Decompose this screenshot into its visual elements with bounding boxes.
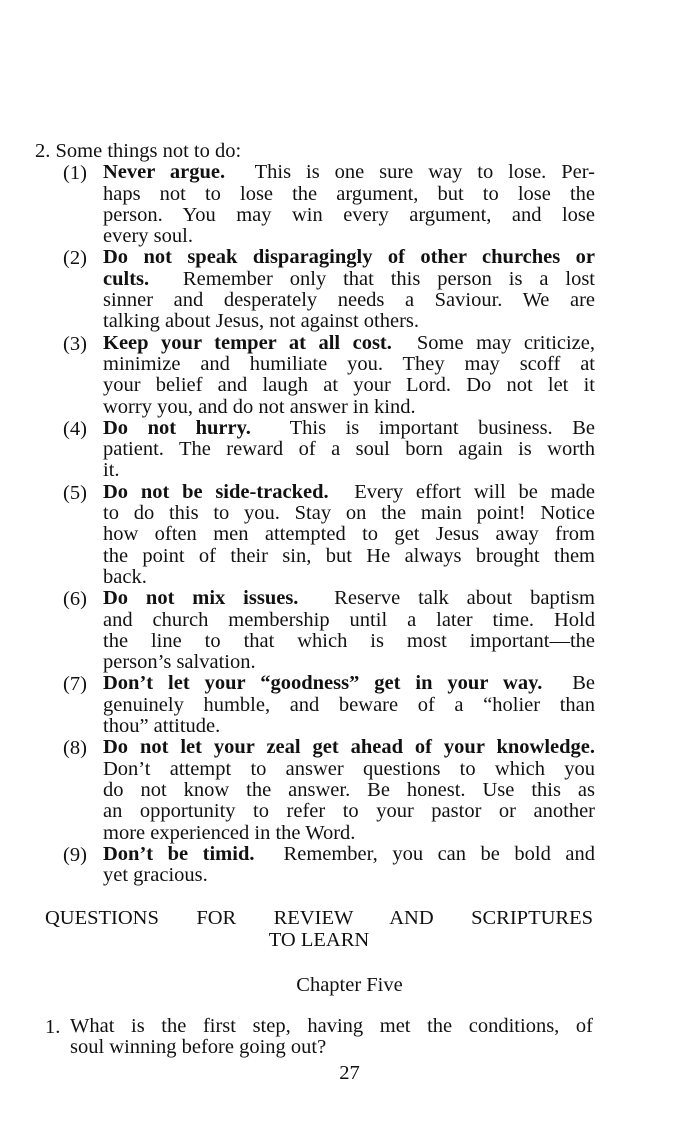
question-line: soul winning before going out?	[70, 1036, 327, 1059]
item-text: Remember only that this person is a lost	[182, 268, 595, 290]
text-line	[103, 631, 595, 652]
text-line	[103, 844, 595, 865]
text-line	[103, 567, 595, 588]
text-line	[103, 759, 595, 780]
item-rule: Do not be side-tracked.	[103, 481, 329, 503]
item-number: (1)	[63, 162, 87, 185]
item-rule: Do not speak disparagingly of other churches or	[103, 247, 595, 269]
list-item	[35, 673, 595, 737]
question-item	[45, 1016, 593, 1059]
item-text: how often men attempted to get Jesus away from	[103, 524, 595, 546]
section-heading	[35, 141, 595, 162]
text-line	[103, 823, 595, 844]
item-number: (7)	[63, 673, 87, 696]
review-heading	[45, 907, 593, 951]
text-line	[103, 375, 595, 396]
list-item	[35, 737, 595, 843]
page-number: 27	[339, 1062, 360, 1084]
item-text: Be	[572, 673, 595, 695]
text-line	[103, 354, 595, 375]
chapter-title: Chapter Five	[296, 974, 403, 996]
item-text: yet gracious.	[103, 864, 208, 887]
list-item	[35, 247, 595, 332]
section-number: 2.	[35, 140, 51, 162]
item-text: back.	[103, 565, 147, 588]
item-number: (5)	[63, 481, 87, 504]
item-text: This is one sure way to lose. Per-	[254, 162, 595, 184]
text-line	[103, 716, 595, 737]
item-text: Reserve talk about baptism	[334, 588, 595, 610]
text-line	[103, 460, 595, 481]
text-line	[103, 780, 595, 801]
item-text: Don’t attempt to answer questions to which you	[103, 758, 595, 780]
item-text: and church membership until a later time. Hold	[103, 609, 595, 631]
item-rule: Do not mix issues.	[103, 588, 299, 610]
text-line	[103, 439, 595, 460]
list-item	[35, 588, 595, 673]
text-line	[103, 162, 595, 183]
text-line	[103, 290, 595, 311]
item-text: cults.	[103, 268, 150, 290]
item-text: to do this to you. Stay on the main point! Notice	[103, 503, 595, 525]
text-line	[103, 588, 595, 609]
item-text: person’s salvation.	[103, 651, 256, 674]
item-text: it.	[103, 459, 120, 482]
item-text: an opportunity to refer to your pastor or another	[103, 801, 595, 823]
text-line	[103, 695, 595, 716]
text-line	[103, 269, 595, 290]
item-rule: Don’t be timid.	[103, 843, 255, 865]
item-text: talking about Jesus, not against others.	[103, 310, 419, 333]
text-line	[103, 482, 595, 503]
text-line	[103, 333, 595, 354]
item-number: (9)	[63, 843, 87, 866]
item-text: person. You may win every argument, and lose	[103, 204, 595, 226]
item-text: minimize and humiliate you. They may scoff at	[103, 353, 595, 375]
text-line	[103, 524, 595, 545]
item-rule: Don’t let your “goodness” get in your way.	[103, 673, 543, 695]
item-text: your belief and laugh at your Lord. Do not let it	[103, 375, 595, 397]
question-number: 1.	[45, 1016, 61, 1038]
item-text: haps not to lose the argument, but to lose the	[103, 183, 595, 205]
text-line	[103, 652, 595, 673]
item-rule: Keep your temper at all cost.	[103, 332, 392, 354]
item-text: do not know the answer. Be honest. Use this as	[103, 779, 595, 801]
item-text: more experienced in the Word.	[103, 821, 356, 844]
list-item	[35, 482, 595, 588]
item-number: (2)	[63, 247, 87, 270]
item-text: thou” attitude.	[103, 715, 221, 738]
item-text: Every effort will be made	[354, 481, 595, 503]
text-line	[103, 247, 595, 268]
text-line	[103, 737, 595, 758]
item-text: the line to that which is most important—the	[103, 630, 595, 652]
item-text: genuinely humble, and beware of a “holier than	[103, 694, 595, 716]
item-text: This is important business. Be	[289, 417, 595, 439]
item-number: (4)	[63, 417, 87, 440]
list-item	[35, 418, 595, 482]
item-rule: Do not hurry.	[103, 417, 251, 439]
item-number: (6)	[63, 588, 87, 611]
rules-list	[35, 162, 595, 886]
text-line	[103, 397, 595, 418]
text-line	[103, 610, 595, 631]
text-line	[103, 311, 595, 332]
item-rule: Do not let your zeal get ahead of your knowledge.	[103, 737, 595, 759]
list-item	[35, 333, 595, 418]
text-line	[103, 226, 595, 247]
item-text: every soul.	[103, 225, 193, 248]
list-item	[35, 844, 595, 887]
item-text: sinner and desperately needs a Saviour. We are	[103, 290, 595, 312]
item-text: the point of their sin, but He always brought them	[103, 545, 595, 567]
section-title: Some things not to do:	[55, 140, 242, 162]
text-line	[103, 418, 595, 439]
review-heading-line1: QUESTIONS FOR REVIEW AND SCRIPTURES	[45, 907, 593, 929]
item-text: patient. The reward of a soul born again is worth	[103, 439, 595, 461]
text-line	[103, 546, 595, 567]
text-line	[103, 205, 595, 226]
item-text: worry you, and do not answer in kind.	[103, 395, 416, 418]
text-line	[103, 865, 595, 886]
text-line	[103, 503, 595, 524]
item-rule: Never argue.	[103, 162, 226, 184]
text-line	[103, 801, 595, 822]
question-line: What is the first step, having met the conditions, of	[70, 1016, 593, 1037]
review-heading-line2: TO LEARN	[268, 929, 370, 951]
item-text: Some may criticize,	[416, 332, 595, 354]
item-number: (3)	[63, 332, 87, 355]
item-number: (8)	[63, 737, 87, 760]
text-line	[103, 184, 595, 205]
questions-list	[45, 1016, 593, 1059]
text-line	[103, 673, 595, 694]
list-item	[35, 162, 595, 247]
section-things-not-to-do	[35, 141, 595, 886]
item-text: Remember, you can be bold and	[283, 843, 595, 865]
